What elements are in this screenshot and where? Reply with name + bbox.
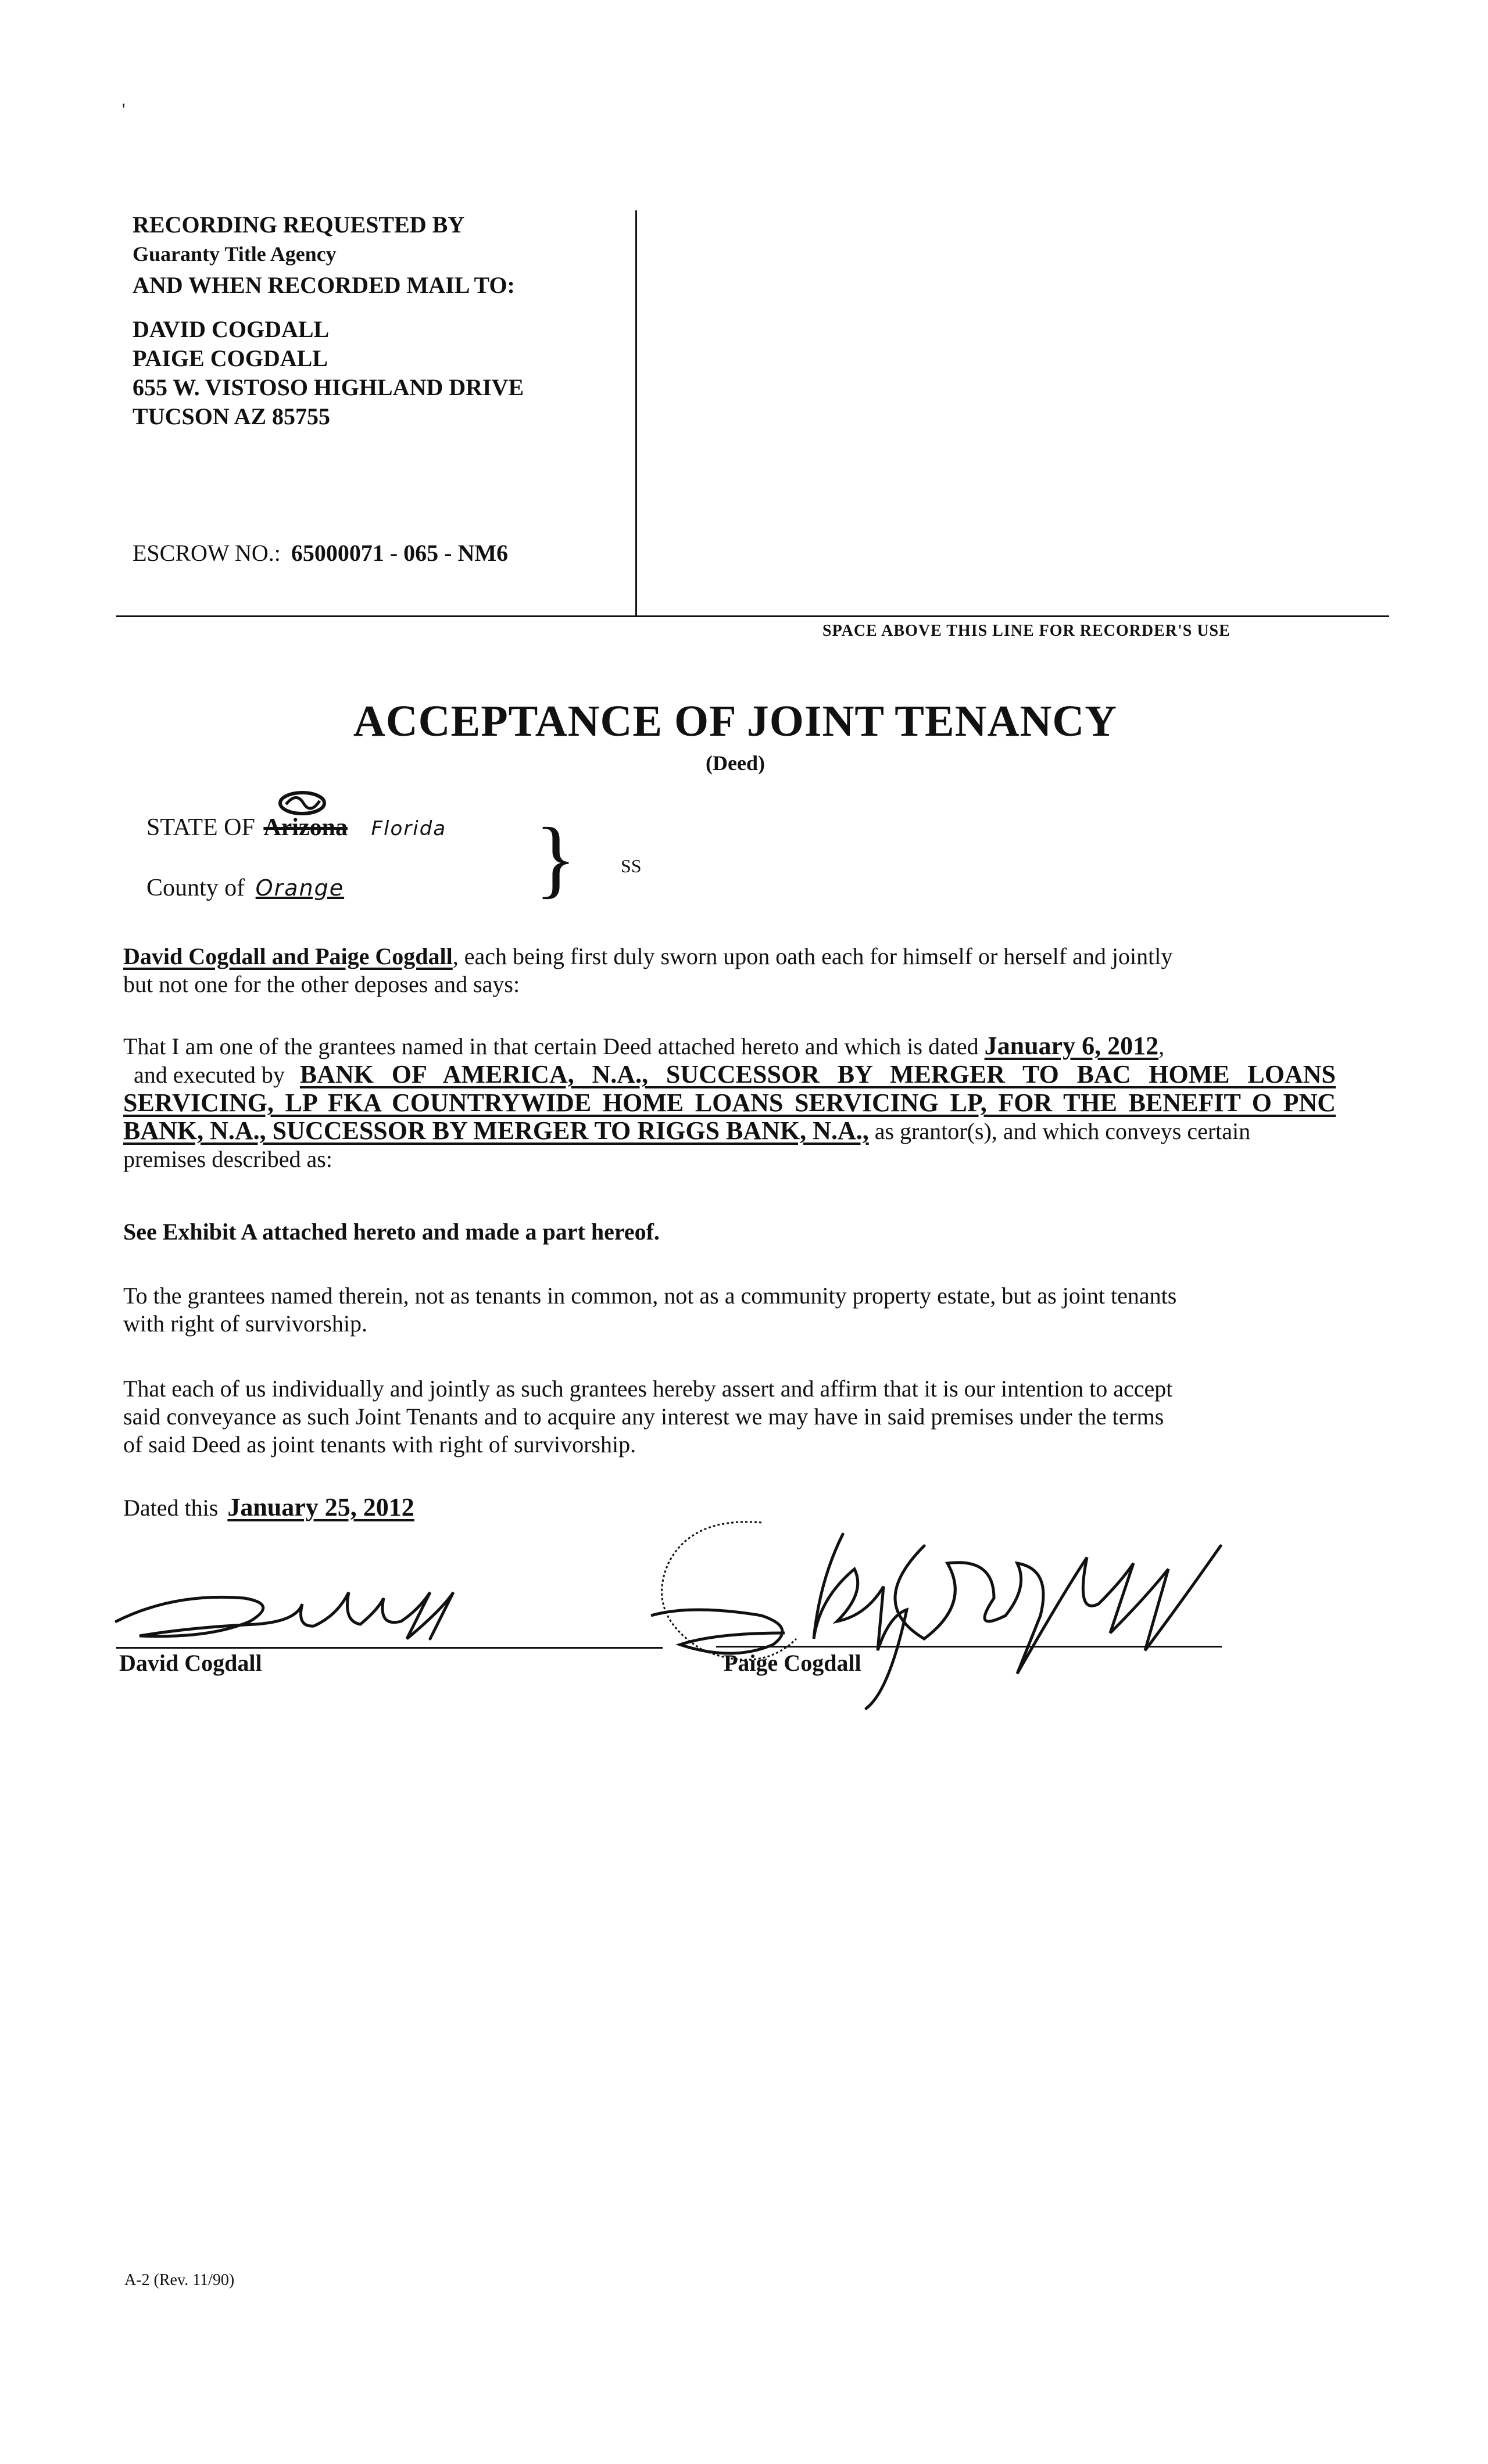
exhibit-reference: See Exhibit A attached hereto and made a part hereof. (123, 1219, 660, 1245)
recording-requested-by: RECORDING REQUESTED BY (133, 212, 465, 238)
recorder-divider-vertical (635, 210, 637, 616)
signer-name-paige: Paige Cogdall (724, 1650, 861, 1676)
dated-label: Dated this (123, 1495, 219, 1521)
county-row (146, 874, 344, 902)
grantor-line: BANK, N.A., SUCCESSOR BY MERGER TO RIGGS BANK, N.A., (123, 1116, 869, 1145)
signature-david (105, 1557, 477, 1656)
recorder-note: SPACE ABOVE THIS LINE FOR RECORDER'S USE (822, 622, 1231, 640)
grantor-line: SERVICING, LP FKA COUNTRYWIDE HOME LOANS SERVICING LP, FOR THE BENEFIT O PNC (123, 1088, 1336, 1117)
deed-comma: , (1158, 1033, 1165, 1059)
escrow-number: 65000071 - 065 - NM6 (291, 540, 509, 566)
paragraph-deed (123, 1032, 1336, 1173)
signer-name-david: David Cogdall (119, 1650, 262, 1676)
escrow-label: ESCROW NO.: (133, 540, 281, 566)
grantor-suffix: as grantor(s), and which conveys certain (868, 1118, 1251, 1144)
premises-text: premises described as: (123, 1146, 332, 1172)
initials-scribble (273, 786, 331, 821)
mail-to-address (133, 315, 524, 431)
ss-abbreviation: SS (621, 855, 642, 876)
agency-name: Guaranty Title Agency (133, 242, 337, 266)
dated-row (123, 1494, 414, 1522)
paragraph-intention (123, 1375, 1172, 1459)
paragraph-grantees (123, 1282, 1176, 1338)
county-label: County of (146, 875, 245, 901)
recorder-divider-horizontal (116, 615, 1389, 617)
document-subtitle: (Deed) (706, 751, 765, 775)
grantees-line: To the grantees named therein, not as tenants in common, not as a community property estate, but as joint tenants (123, 1283, 1177, 1309)
intention-line: of said Deed as joint tenants with right of survivorship. (123, 1431, 636, 1457)
deed-date: January 6, 2012 (984, 1032, 1159, 1060)
grantees-line: with right of survivorship. (123, 1310, 367, 1337)
address-line: PAIGE COGDALL (133, 345, 328, 371)
intention-line: That each of us individually and jointly as such grantees hereby assert and affirm that it is our intention to accept (123, 1376, 1173, 1402)
deed-text: That I am one of the grantees named in that certain Deed attached hereto and which is dated (123, 1033, 979, 1059)
intention-line: said conveyance as such Joint Tenants and to acquire any interest we may have in said premises under the terms (123, 1403, 1164, 1430)
form-code: A-2 (Rev. 11/90) (124, 2271, 235, 2289)
county-handwritten: Orange (255, 875, 345, 901)
paragraph-affiants (123, 943, 1172, 998)
affiant-names: David Cogdall and Paige Cogdall (123, 943, 453, 969)
escrow-number-row (133, 539, 508, 567)
state-handwritten: Florida (371, 817, 447, 840)
venue-brace: } (535, 810, 577, 907)
dated-value: January 25, 2012 (227, 1493, 414, 1521)
grantor-line: BANK OF AMERICA, N.A., SUCCESSOR BY MERGER TO BAC HOME LOANS (299, 1060, 1336, 1088)
document-title: ACCEPTANCE OF JOINT TENANCY (353, 697, 1118, 746)
recording-header (133, 210, 524, 431)
mail-to-label: AND WHEN RECORDED MAIL TO: (133, 272, 515, 298)
address-line: 655 W. VISTOSO HIGHLAND DRIVE (133, 374, 524, 400)
executed-by-label: and executed by (134, 1062, 285, 1088)
affiant-text-line2: but not one for the other deposes and says: (123, 971, 520, 997)
state-struck: Arizona (263, 814, 348, 841)
address-line: DAVID COGDALL (133, 316, 330, 342)
signature-line-paige (716, 1646, 1222, 1648)
state-label: STATE OF (146, 814, 255, 841)
affiant-text: , each being first duly sworn upon oath each for himself or herself and jointly (452, 943, 1173, 969)
signature-line-david (116, 1647, 663, 1649)
page-mark: ' (122, 100, 126, 119)
address-line: TUCSON AZ 85755 (133, 403, 331, 429)
signature-paige (645, 1499, 1273, 1720)
